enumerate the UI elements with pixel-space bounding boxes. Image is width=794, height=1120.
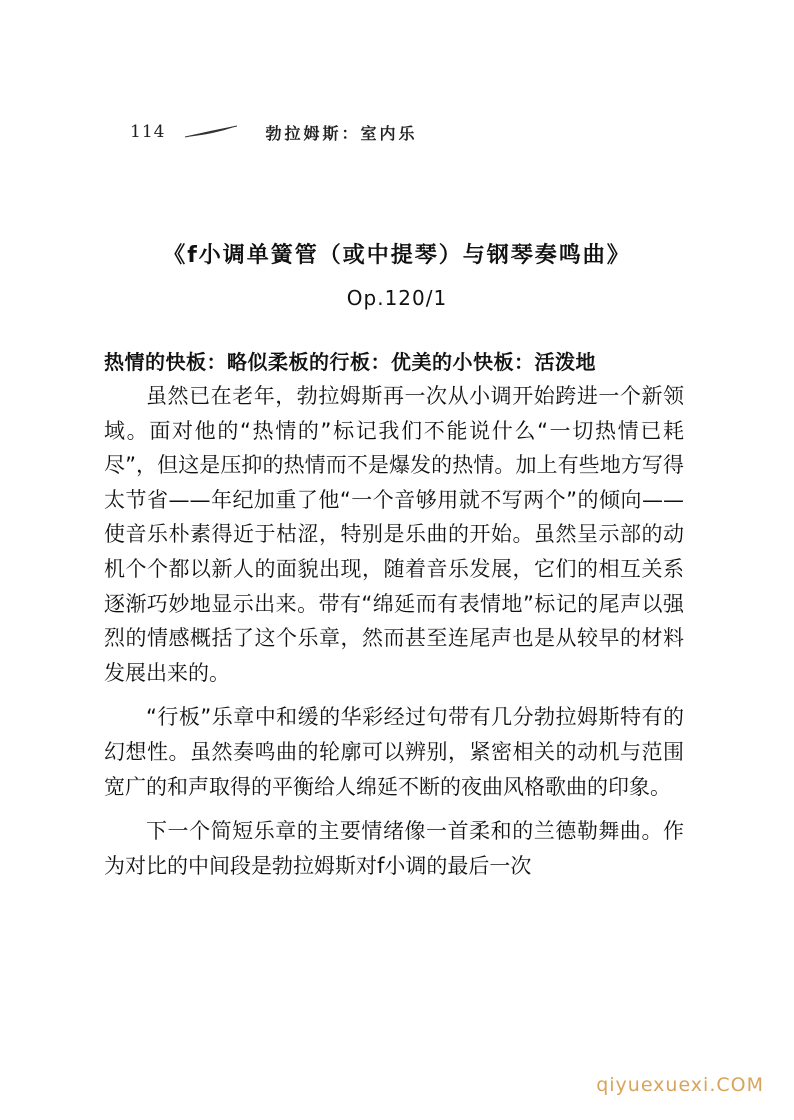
- running-head: [130, 120, 417, 144]
- paragraph: 下一个简短乐章的主要情绪像一首柔和的兰德勒舞曲。作为对比的中间段是勃拉姆斯对f小调的最后一次: [104, 819, 684, 878]
- page-number: 114: [130, 122, 166, 142]
- body-text: [104, 379, 684, 893]
- quill-icon: [183, 125, 239, 139]
- work-title: 《f小调单簧管（或中提琴）与钢琴奏鸣曲》: [163, 243, 631, 268]
- running-title: 勃拉姆斯：室内乐: [265, 123, 418, 143]
- opus-number: Op.120/1: [346, 286, 448, 310]
- watermark: qiyuexuexi.COM: [596, 1074, 764, 1096]
- paragraph: “行板”乐章中和缓的华彩经过句带有几分勃拉姆斯特有的幻想性。虽然奏鸣曲的轮廓可以辨别，紧密相关的动机与范围宽广的和声取得的平衡给人绵延不断的夜曲风格歌曲的印象。: [104, 705, 684, 799]
- paragraph: 虽然已在老年，勃拉姆斯再一次从小调开始跨进一个新领域。面对他的“热情的”标记我们不能说什么“一切热情已耗尽”，但这是压抑的热情而不是爆发的热情。加上有些地方写得太节省——年纪加重了他“一个音够用就不写两个”的倾向——使音乐朴素得近于枯涩，特别是乐曲的开始。虽然呈示部的动机个个都以新人的面貌出现，随着音乐发展，它们的相互关系逐渐巧妙地显示出来。带有“绵延而有表情地”标记的尾声以强烈的情感概括了这个乐章，然而甚至连尾声也是从较早的材料发展出来的。: [104, 384, 684, 685]
- tempo-markings: 热情的快板：略似柔板的行板：优美的小快板：活泼地: [104, 350, 596, 374]
